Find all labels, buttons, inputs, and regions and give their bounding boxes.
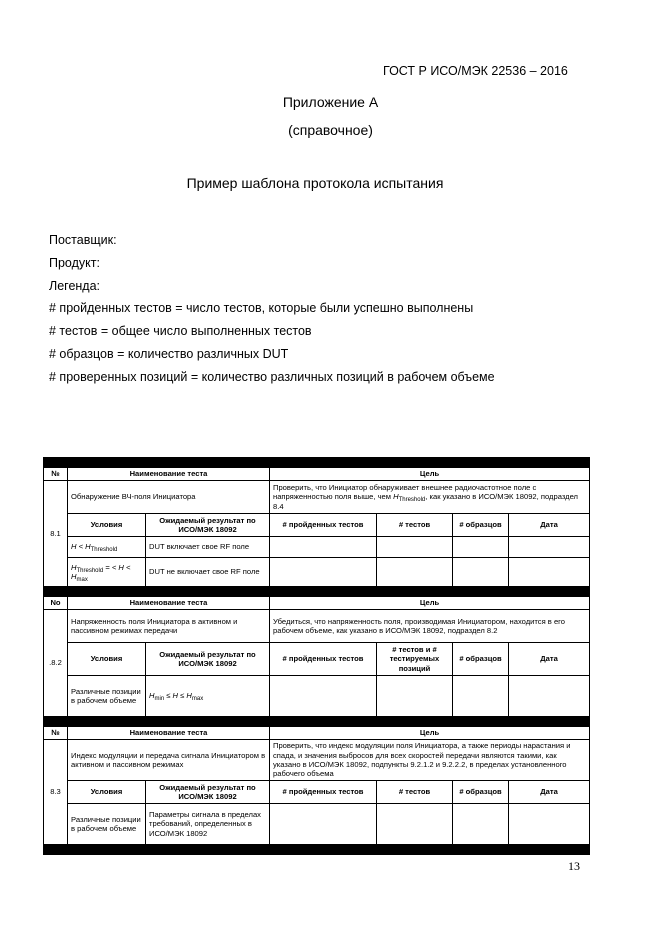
product-field: Продукт: [49, 255, 100, 270]
tests-count-header: # тестов [377, 514, 453, 537]
separator-bar [44, 587, 590, 597]
page-number: 13 [568, 859, 580, 873]
expected-result-cell: Параметры сигнала в пределах требований, определенных в ИСО/МЭК 18092 [146, 804, 270, 845]
table-row [44, 481, 590, 514]
conditions-header: Условия [68, 643, 146, 676]
test-name-column-header: Наименование теста [68, 597, 270, 610]
tests-count-cell [377, 804, 453, 845]
date-cell [509, 676, 590, 717]
table-row [44, 514, 590, 537]
supplier-field: Поставщик: [49, 233, 117, 247]
table-row [44, 804, 590, 845]
goal-column-header: Цель [270, 597, 590, 610]
test-name: Напряженность поля Инициатора в активном и пассивном режимах передачи [68, 610, 270, 643]
date-header: Дата [509, 781, 590, 804]
passed-tests-cell [270, 558, 377, 587]
passed-tests-cell [270, 804, 377, 845]
separator-bar [44, 845, 590, 855]
date-cell [509, 558, 590, 587]
passed-tests-header: # пройденных тестов [270, 781, 377, 804]
condition-cell: $H < H_{Threshold}$ [68, 537, 146, 558]
expected-result-cell: $H_{min} \le H \le H_{max}$ [146, 676, 270, 717]
number-column-header: № [44, 468, 68, 481]
section-header [44, 468, 590, 481]
expected-result-cell: DUT включает свое RF поле [146, 537, 270, 558]
samples-header: # образцов [453, 514, 509, 537]
table-row [44, 610, 590, 643]
test-report-table [43, 457, 590, 855]
passed-tests-cell [270, 537, 377, 558]
expected-result-header: Ожидаемый результат по ИСО/МЭК 18092 [146, 643, 270, 676]
conditions-header: Условия [68, 514, 146, 537]
test-name-column-header: Наименование теста [68, 727, 270, 740]
expected-result-header: Ожидаемый результат по ИСО/МЭК 18092 [146, 514, 270, 537]
goal-column-header: Цель [270, 468, 590, 481]
separator-bar [44, 717, 590, 727]
standard-designation: ГОСТ Р ИСО/МЭК 22536 – 2016 [383, 64, 568, 78]
date-cell [509, 537, 590, 558]
number-column-header: № [44, 727, 68, 740]
expected-result-cell: DUT не включает свое RF поле [146, 558, 270, 587]
annex-type: (справочное) [288, 122, 373, 138]
passed-tests-cell [270, 676, 377, 717]
annex-title: Приложение А [282, 94, 379, 110]
section-header [44, 727, 590, 740]
section-header [44, 597, 590, 610]
table-row [44, 537, 590, 558]
legend-item: # проверенных позиций = количество различных позиций в рабочем объеме [49, 369, 495, 384]
date-header: Дата [509, 643, 590, 676]
legend-label: Легенда: [49, 278, 101, 293]
table-row [44, 558, 590, 587]
samples-header: # образцов [453, 643, 509, 676]
tests-count-header: # тестов [377, 781, 453, 804]
tests-count-header: # тестов и # тестируемых позиций [377, 643, 453, 676]
date-header: Дата [509, 514, 590, 537]
samples-cell [453, 537, 509, 558]
test-name-column-header: Наименование теста [68, 468, 270, 481]
report-fields [49, 229, 495, 389]
table-row [44, 676, 590, 717]
tests-count-cell [377, 537, 453, 558]
test-goal: Проверить, что Инициатор обнаруживает внешнее радиочастотное поле с напряженностью поля выше, чем $H_{Threshold}$, как указано в ИСО/МЭК 18092, подраздел 8.4 [270, 481, 590, 514]
samples-cell [453, 558, 509, 587]
document-title: Пример шаблона протокола испытания [186, 175, 444, 191]
expected-result-header: Ожидаемый результат по ИСО/МЭК 18092 [146, 781, 270, 804]
condition-cell: Различные позиции в рабочем объеме [68, 804, 146, 845]
test-name: Индекс модуляции и передача сигнала Инициатором в активном и пассивном режимах [68, 740, 270, 781]
samples-cell [453, 676, 509, 717]
test-number: 8.1 [44, 481, 68, 587]
legend-item: # образцов = количество различных DUT [49, 346, 289, 361]
test-goal: Проверить, что индекс модуляции поля Инициатора, а также периоды нарастания и спада, и значения выбросов для всех скоростей передачи являются такими, как указано в ИСО/МЭК 18092, подпункты 9.2.1.2 и 9.2.2.2, в пределах установленного рабочего объема [270, 740, 590, 781]
date-cell [509, 804, 590, 845]
separator-bar [44, 458, 590, 468]
table-row [44, 643, 590, 676]
test-number: 8.3 [44, 740, 68, 845]
passed-tests-header: # пройденных тестов [270, 643, 377, 676]
table-row [44, 740, 590, 781]
test-name: Обнаружение ВЧ-поля Инициатора [68, 481, 270, 514]
tests-count-cell [377, 676, 453, 717]
test-number: .8.2 [44, 610, 68, 717]
legend-item: # тестов = общее число выполненных тестов [49, 324, 312, 339]
test-goal: Убедиться, что напряженность поля, производимая Инициатором, находится в его рабочем объеме, как указано в ИСО/МЭК 18092, подраздел 8.2 [270, 610, 590, 643]
table-row [44, 781, 590, 804]
legend-item: # пройденных тестов = число тестов, которые были успешно выполнены [49, 301, 474, 316]
condition-cell: $H_{Threshold}$ = < $H < H_{max}$ [68, 558, 146, 587]
samples-cell [453, 804, 509, 845]
conditions-header: Условия [68, 781, 146, 804]
passed-tests-header: # пройденных тестов [270, 514, 377, 537]
tests-count-cell [377, 558, 453, 587]
samples-header: # образцов [453, 781, 509, 804]
goal-column-header: Цель [270, 727, 590, 740]
number-column-header: No [44, 597, 68, 610]
condition-cell: Различные позиции в рабочем объеме [68, 676, 146, 717]
